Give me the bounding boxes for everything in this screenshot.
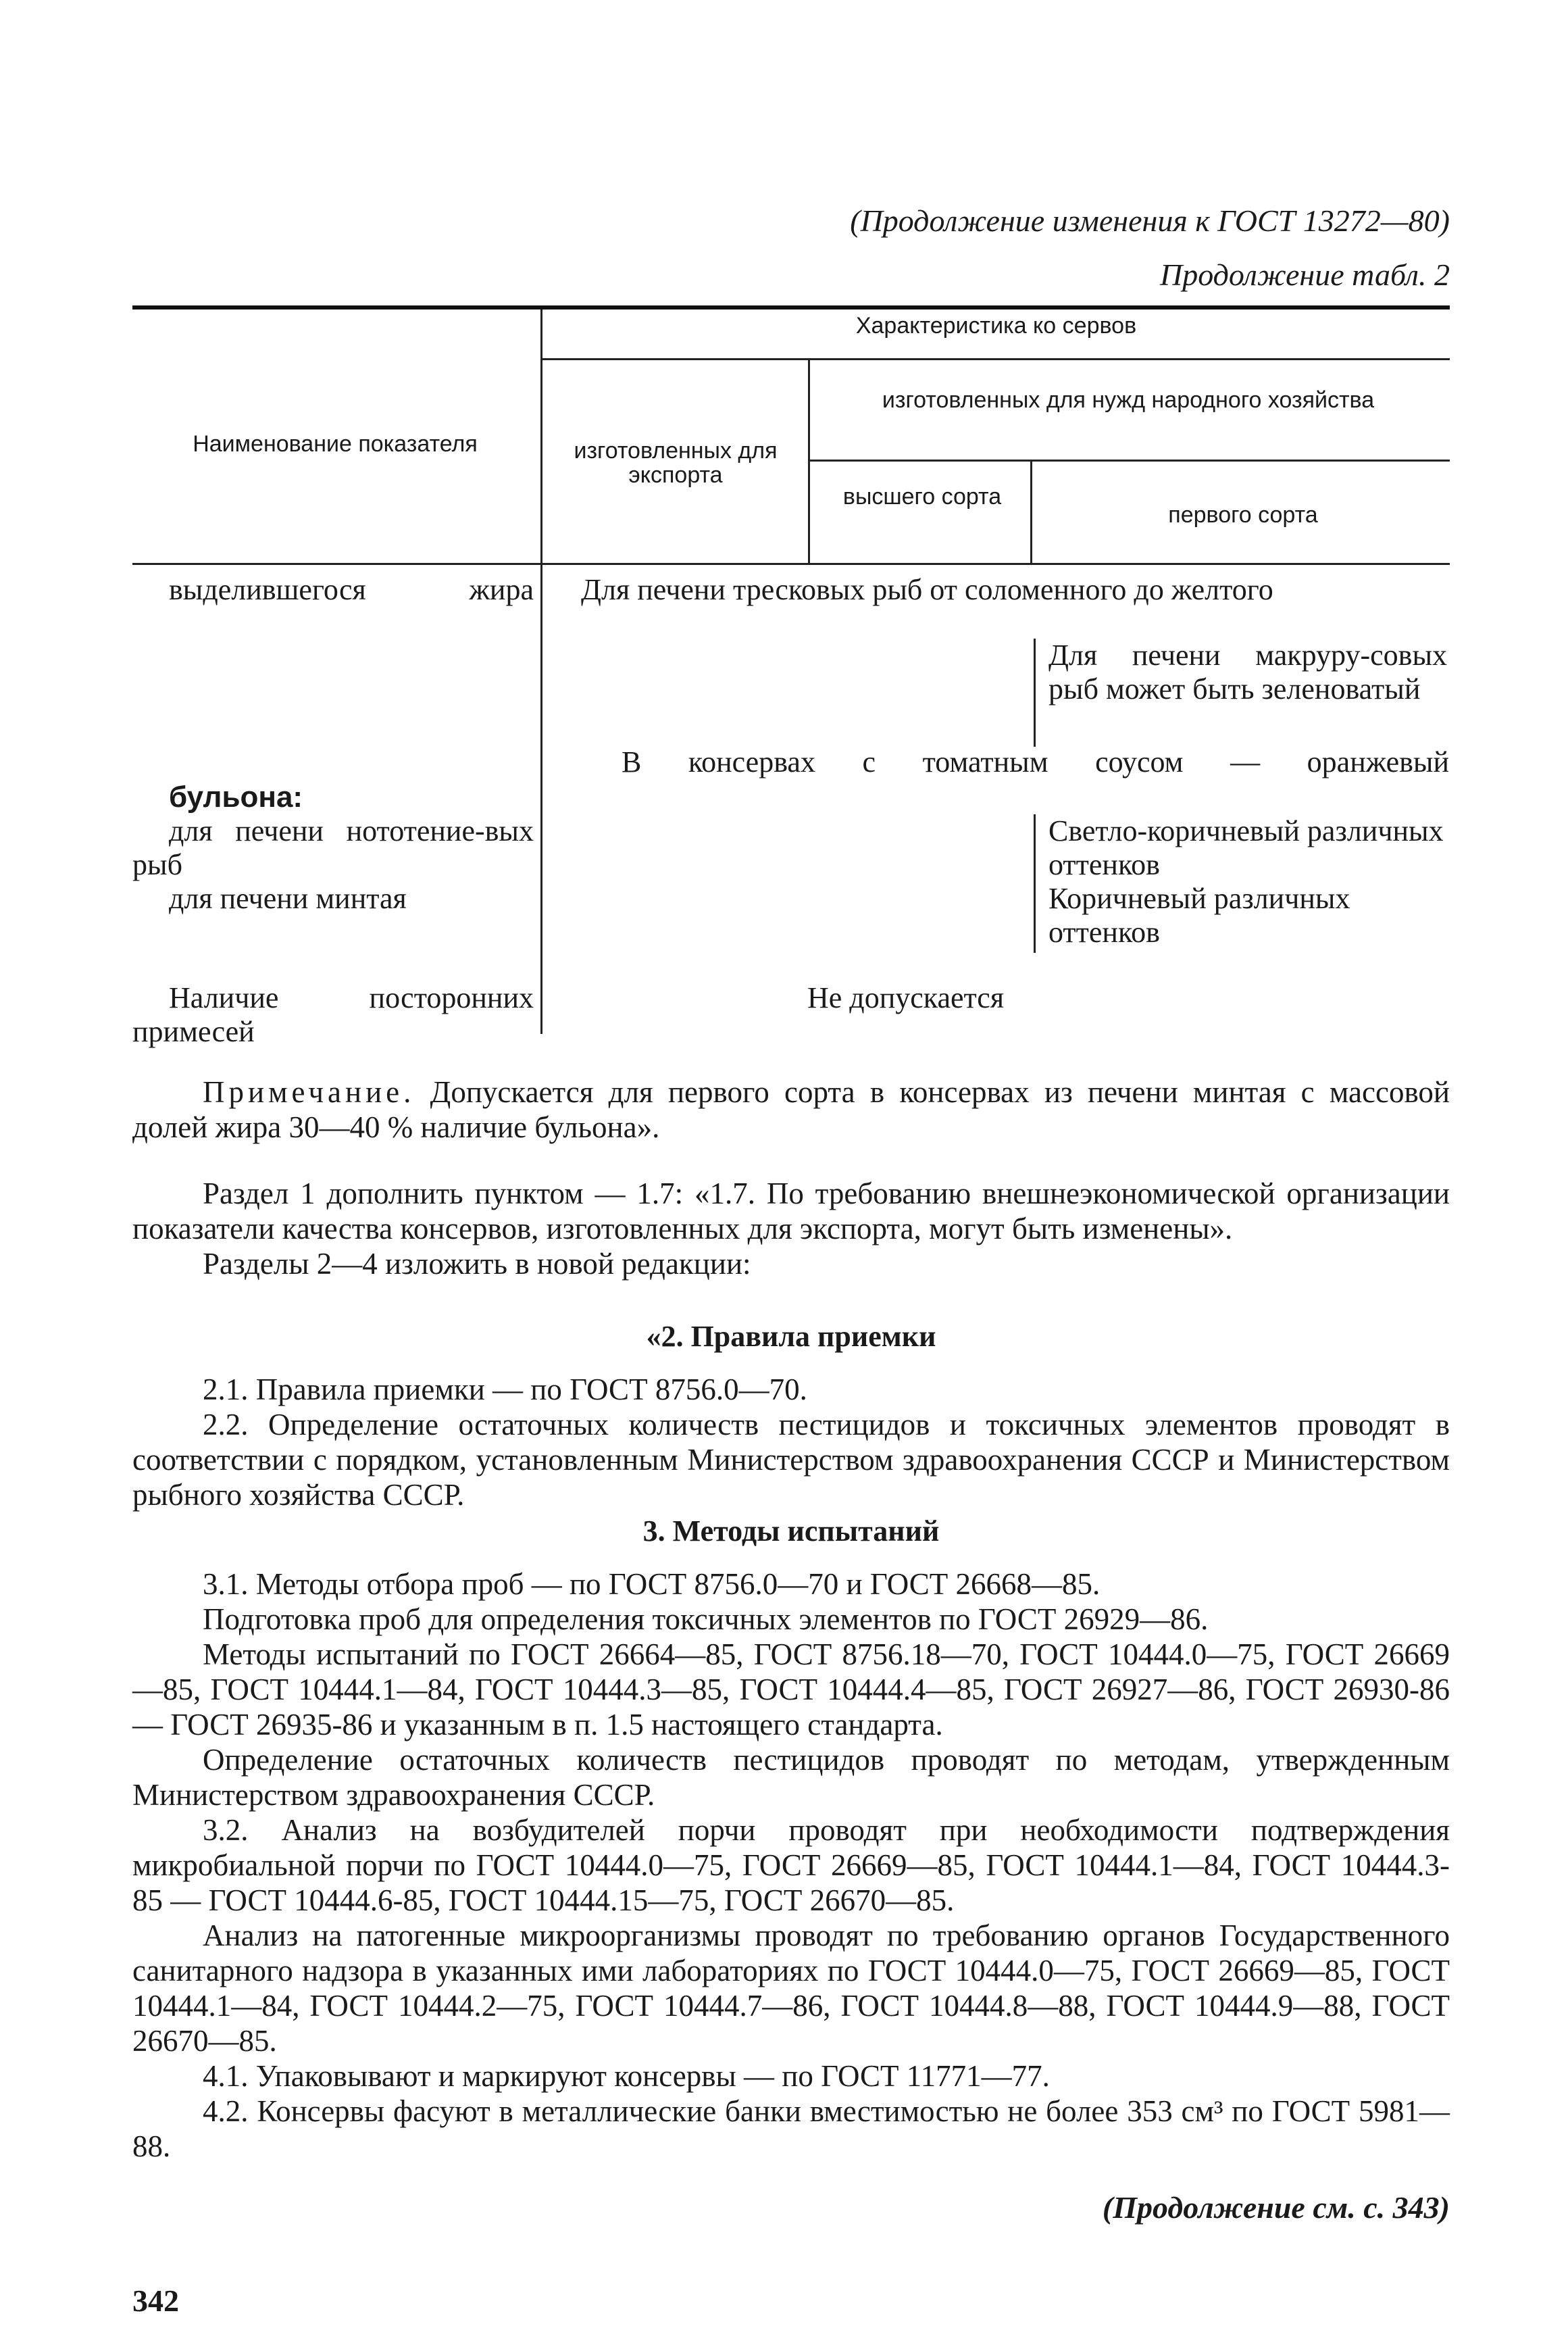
row-broth-heading: бульона: (169, 781, 303, 814)
row-tomato: В консервах с томатным соусом — оранжевый (622, 745, 1449, 778)
macrurus-bracket (1034, 639, 1036, 747)
section-2-title: «2. Правила приемки (646, 1320, 936, 1353)
row-fat-macrurus: Для печени макруру-совых рыб может быть зеленоватый (1048, 639, 1447, 706)
paragraph-3-1-methods: Методы испытаний по ГОСТ 26664—85, ГОСТ 8756.18—70, ГОСТ 10444.0—75, ГОСТ 26669—85, ГОСТ 10444.1—84, ГОСТ 10444.3—85, ГОСТ 10444.4—85, ГОСТ 26927—86, ГОСТ 26930-86 — ГОСТ 26935-86 и указанным в п. 1.5 настоящего стандарта. (132, 1637, 1450, 1741)
header-domestic: изготовленных для нужд народного хозяйства (882, 387, 1375, 413)
paragraph-3-2-pathogens: Анализ на патогенные микроорганизмы проводят по требованию органов Государственного санитарного надзора в указанных ими лабораториях по ГОСТ 10444.0—75, ГОСТ 26669—85, ГОСТ 10444.1—84, ГОСТ 10444.2—75, ГОСТ 10444.7—86, ГОСТ 10444.8—88, ГОСТ 10444.9—88, ГОСТ 26670—85. (132, 1919, 1450, 2058)
page-number: 342 (132, 2283, 179, 2318)
row-broth-notothenia: для печени нототение-вых рыб (132, 814, 534, 881)
row-fat-name: выделившегося жира (169, 573, 534, 606)
row-fat-cod: Для печени тресковых рыб от соломенного до желтого (581, 573, 1273, 606)
table-hline-group (542, 358, 1450, 360)
table-top-rule (132, 305, 1450, 310)
table-hline-domestic (810, 460, 1450, 462)
continued-on-next-page: (Продолжение см. с. 343) (1102, 2190, 1450, 2225)
broth-bracket (1034, 814, 1036, 953)
paragraph-4-2: 4.2. Консервы фасуют в металлические банки вместимостью не более 353 см³ по ГОСТ 5981—88. (132, 2094, 1450, 2163)
header-characteristics-group: Характеристика ко сервов (855, 313, 1137, 339)
table-continuation-label: Продолжение табл. 2 (1160, 257, 1450, 292)
paragraph-3-1: 3.1. Методы отбора проб — по ГОСТ 8756.0—70 и ГОСТ 26668—85. (203, 1567, 1101, 1601)
continuation-header: (Продолжение изменения к ГОСТ 13272—80) (850, 203, 1450, 238)
amendment-text (132, 1176, 1450, 1281)
header-grade-top: высшего сорта (842, 484, 1002, 510)
section-3-text (132, 1566, 1450, 2164)
header-export: изготовленных для экспорта (574, 438, 778, 488)
header-indicator-name: Наименование показателя (193, 431, 478, 457)
note-text: Допускается для первого сорта в консервах из печени минтая с массовой долей жира 30—40 % наличие бульона». (132, 1075, 1450, 1144)
row-broth-light: Светло-коричневый различных оттенков (1048, 814, 1444, 881)
paragraph-2-2: 2.2. Определение остаточных количеств пестицидов и токсичных элементов проводят в соответствии с порядком, установленным Министерством здравоохранения СССР и Министерством рыбного хозяйства СССР. (132, 1408, 1450, 1512)
table-header-bottom-rule (132, 563, 1450, 565)
section-3-title: 3. Методы испытаний (642, 1514, 940, 1548)
paragraph-3-1-prep: Подготовка проб для определения токсичных элементов по ГОСТ 26929—86. (203, 1602, 1209, 1636)
table-vline-export (808, 360, 810, 563)
row-impurity-value: Не допускается (807, 981, 1005, 1014)
paragraph-3-1-pesticides: Определение остаточных количеств пестицидов проводят по методам, утвержденным Министерством здравоохранения СССР. (132, 1743, 1450, 1812)
row-broth-brown: Коричневый различных оттенков (1048, 882, 1350, 949)
row-impurity-name: Наличие посторонних примесей (132, 981, 534, 1048)
paragraph-4-1: 4.1. Упаковывают и маркируют консервы — по ГОСТ 11771—77. (203, 2059, 1050, 2093)
section-2-text (132, 1372, 1450, 1512)
table-vline-main (540, 310, 542, 1034)
paragraph-2-1: 2.1. Правила приемки — по ГОСТ 8756.0—70. (203, 1373, 807, 1406)
paragraph-sections-replace: Разделы 2—4 изложить в новой редакции: (203, 1247, 751, 1281)
paragraph-3-2: 3.2. Анализ на возбудителей порчи проводят при необходимости подтверждения микробиальной порчи по ГОСТ 10444.0—75, ГОСТ 26669—85, ГОСТ 10444.1—84, ГОСТ 10444.3-85 — ГОСТ 10444.6-85, ГОСТ 10444.15—75, ГОСТ 26670—85. (132, 1813, 1450, 1917)
note-label: Примечание. (203, 1075, 415, 1109)
row-broth-pollock: для печени минтая (169, 882, 407, 915)
table-vline-grade (1030, 462, 1032, 563)
table-note (132, 1074, 1450, 1145)
header-grade-first: первого сорта (1168, 502, 1318, 528)
paragraph-section1-addition: Раздел 1 дополнить пунктом — 1.7: «1.7. По требованию внешнеэкономической организации показатели качества консервов, изготовленных для экспорта, могут быть изменены». (132, 1177, 1450, 1245)
